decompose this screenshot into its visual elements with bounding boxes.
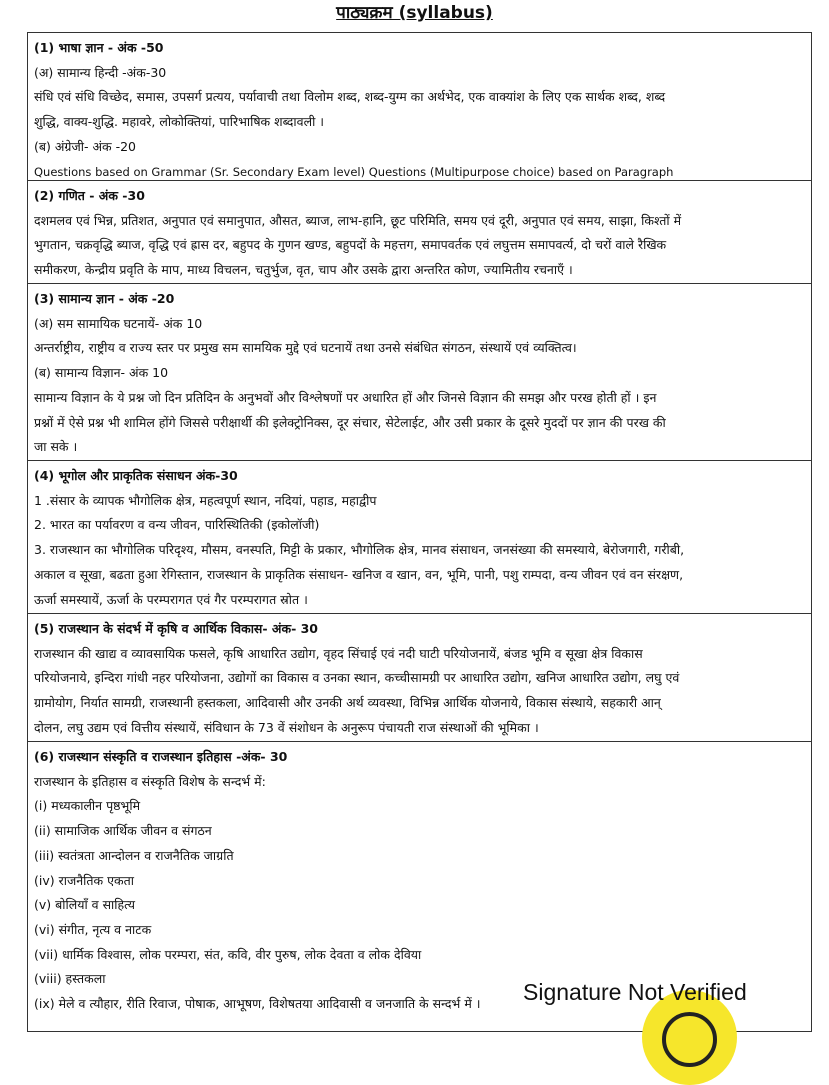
section-line: 2. भारत का पर्यावरण व वन्य जीवन, पारिस्थितिकी (इकोलॉजी) xyxy=(34,517,320,533)
section-line: भुगतान, चक्रवृद्धि ब्याज, वृद्धि एवं ह्रास दर, बहुपद के गुणन खण्ड, बहुपदों के महत्तग, समापवर्तक एवं लघुत्तम समापवर्त्य, दो चरों वाले रैखिक xyxy=(34,237,667,253)
section-general-knowledge xyxy=(28,284,811,461)
section-mathematics xyxy=(28,181,811,284)
section-heading: (2) गणित - अंक -30 xyxy=(34,188,145,203)
section-line: दोलन, लघु उद्यम एवं वित्तीय संस्थायें, संविधान के 73 वें संशोधन के अनुरूप पंचायती राज संस्थाओं की भूमिका । xyxy=(34,719,539,735)
section-heading: (1) भाषा ज्ञान - अंक -50 xyxy=(34,40,164,55)
section-line: ग्रामोयोग, निर्यात सामग्री, राजस्थानी हस्तकला, आदिवासी और उनकी अर्थ व्यवस्था, विभिन्न आर्थिक योजनाये, विकास संस्थाये, सहकारी आन् xyxy=(34,695,661,711)
section-line: अन्तर्राष्ट्रीय, राष्ट्रीय व राज्य स्तर पर प्रमुख सम सामयिक मुद्दे एवं घटनायें तथा उनसे संबंधित संगठन, संस्थायें एवं व्यक्तित्व। xyxy=(34,340,577,356)
section-line: प्रश्नों में ऐसे प्रश्न भी शामिल होंगे जिससे परीक्षार्थी की इलेक्ट्रोनिक्स, दूर संचार, सेटेलाईट, और उसी प्रकार के दूसरे मुददों पर ज्ञान की परख की xyxy=(34,414,666,430)
section-line: राजस्थान के इतिहास व संस्कृति विशेष के सन्दर्भ में: xyxy=(34,773,266,789)
section-line: (viii) हस्तकला xyxy=(34,971,106,987)
signature-status: Signature Not Verified xyxy=(523,979,747,1005)
section-line: राजस्थान की खाद्य व व्यावसायिक फसले, कृषि आधारित उद्योग, वृहद सिंचाई एवं नदी घाटी परियोजनायें, बंजड भूमि व सूखा क्षेत्र विकास xyxy=(34,645,643,661)
section-line: (ब) अंग्रेजी- अंक -20 xyxy=(34,138,137,154)
section-agriculture-economy xyxy=(28,614,811,742)
section-heading: (4) भूगोल और प्राकृतिक संसाधन अंक-30 xyxy=(34,468,238,483)
section-line: (v) बोलियाँ व साहित्य xyxy=(34,897,136,913)
section-geography xyxy=(28,461,811,614)
seal-ring xyxy=(662,1012,717,1067)
section-heading: (3) सामान्य ज्ञान - अंक -20 xyxy=(34,291,175,306)
section-line: समीकरण, केन्द्रीय प्रवृति के माप, माध्य विचलन, चतुर्भुज, वृत, चाप और उसके द्वारा अन्तरित कोण, ज्यामितीय रचनाएँ । xyxy=(34,262,573,278)
syllabus-table xyxy=(27,32,812,1032)
section-line: (i) मध्यकालीन पृष्ठभूमि xyxy=(34,798,141,814)
section-line: (iii) स्वतंत्रता आन्दोलन व राजनैतिक जाग्रति xyxy=(34,847,234,863)
section-line: परियोजनाये, इन्दिरा गांधी नहर परियोजना, उद्योगों का विकास व उनका स्थान, कच्चीसामग्री पर आधारित उद्योग, खनिज आधारित उद्योग, लघु एवं xyxy=(34,670,680,686)
section-line: ऊर्जा समस्यायें, ऊर्जा के परम्परागत एवं गैर परम्परागत स्रोत । xyxy=(34,591,308,607)
section-heading: (5) राजस्थान के संदर्भ में कृषि व आर्थिक विकास- अंक- 30 xyxy=(34,621,319,636)
section-line: अकाल व सूखा, बढता हुआ रेगिस्तान, राजस्थान के प्राकृतिक संसाधन- खनिज व खान, वन, भूमि, पानी, पशु राम्पदा, वन्य जीवन एवं वन संरक्षण, xyxy=(34,566,684,582)
section-line: (अ) सामान्य हिन्दी -अंक-30 xyxy=(34,64,167,80)
section-line: दशमलव एवं भिन्न, प्रतिशत, अनुपात एवं समानुपात, औसत, ब्याज, लाभ-हानि, छूट परिमिति, समय एवं दूरी, अनुपात एवं समय, साझा, किश्तों में xyxy=(34,212,682,228)
section-line: 3. राजस्थान का भौगोलिक परिदृश्य, मौसम, वनस्पति, मिट्टी के प्रकार, भौगोलिक क्षेत्र, मानव संसाधन, जनसंख्या की समस्याये, बेरोजगारी, गरीबी, xyxy=(34,542,685,558)
section-line: (अ) सम सामायिक घटनायें- अंक 10 xyxy=(34,315,203,331)
section-line: सामान्य विज्ञान के ये प्रश्न जो दिन प्रतिदिन के अनुभवों और विश्लेषणों पर अधारित हों और जिनसे विज्ञान की समझ और परख होती हों । इन xyxy=(34,389,657,405)
section-line: संधि एवं संधि विच्छेद, समास, उपसर्ग प्रत्यय, पर्यावाची तथा विलोम शब्द, शब्द-युग्म का अर्थभेद, एक वाक्यांश के लिए एक सार्थक शब्द, शब्द xyxy=(34,89,666,105)
page-title: पाठ्यक्रम (syllabus) xyxy=(336,3,493,23)
english-section-note: Questions based on Grammar (Sr. Secondary Exam level) Questions (Multipurpose choice) based on Paragraph xyxy=(34,164,674,179)
section-line: (vi) संगीत, नृत्य व नाटक xyxy=(34,921,152,937)
section-line: (iv) राजनैतिक एकता xyxy=(34,872,134,888)
section-line: (ix) मेले व त्यौहार, रीति रिवाज, पोषाक, आभूषण, विशेषतया आदिवासी व जनजाति के सन्दर्भ में । xyxy=(34,996,481,1012)
section-line: जा सके । xyxy=(34,439,78,455)
section-heading: (6) राजस्थान संस्कृति व राजस्थान इतिहास -अंक- 30 xyxy=(34,749,288,764)
section-line: (ii) सामाजिक आर्थिक जीवन व संगठन xyxy=(34,823,212,839)
section-line: शुद्धि, वाक्य-शुद्धि. महावरे, लोकोक्तियां, पारिभाषिक शब्दावली । xyxy=(34,114,325,130)
section-language xyxy=(28,33,811,181)
section-line: (vii) धार्मिक विश्वास, लोक परम्परा, संत, कवि, वीर पुरुष, लोक देवता व लोक देविया xyxy=(34,946,422,962)
section-line: 1 .संसार के व्यापक भौगोलिक क्षेत्र, महत्वपूर्ण स्थान, नदियां, पहाड, महाद्वीप xyxy=(34,492,377,508)
section-line: (ब) सामान्य विज्ञान- अंक 10 xyxy=(34,365,169,381)
